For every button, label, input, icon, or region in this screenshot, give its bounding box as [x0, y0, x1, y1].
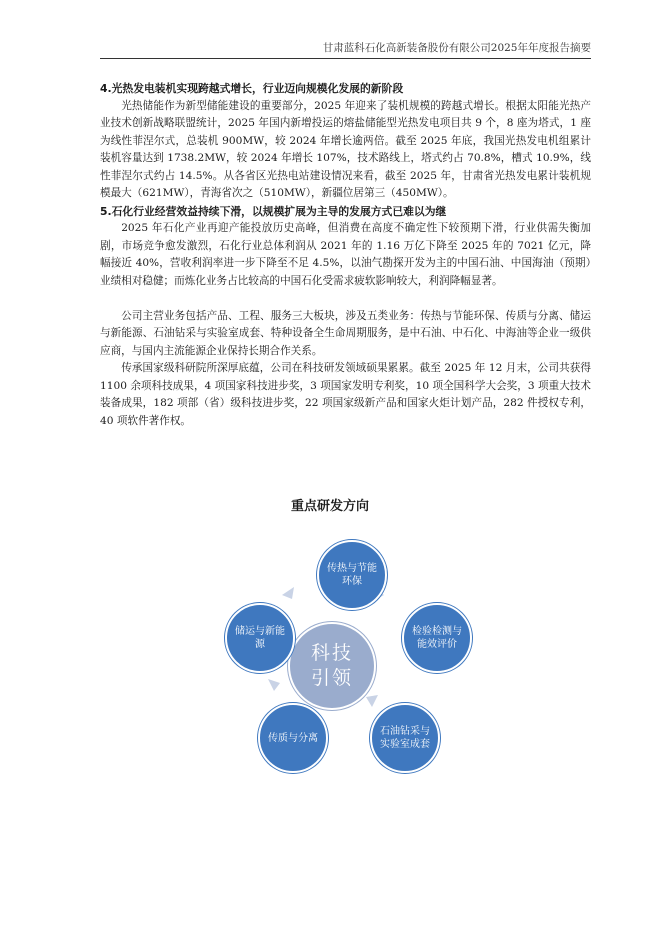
node-label: 石油钻采与实验室成套: [380, 726, 430, 750]
diagram-title: 重点研发方向: [290, 499, 369, 514]
section-5-heading: 5.石化行业经营效益持续下滑，以规模扩展为主导的发展方式已难以为继: [100, 204, 447, 218]
arrow-left-bottom: [268, 679, 280, 691]
node-inspection: [402, 603, 472, 673]
node-mass-transfer: [258, 703, 328, 773]
spacer: [100, 290, 591, 308]
node-storage-energy: [225, 603, 295, 673]
section-5-paragraph: 2025 年石化产业再迎产能投放历史高峰，但消费在高度不确定性下较预期下滑，行业供需失衡加剧，市场竞争愈发激烈，石化行业总体利润从 2021 年的 1.16 万亿下降至 2025 年的 7021 亿元，降幅接近 40%，营收利润率进一步下降至不足 4.5%，以油气勘探开发为主的中国石油、中国海油（预期）业绩相对稳健；而炼化业务占比较高的中国石化受需求疲软影响较大，利润降幅显著。: [100, 222, 591, 287]
node-label: 传热与节能环保: [327, 563, 377, 587]
business-paragraph: 公司主营业务包括产品、工程、服务三大板块，涉及五类业务：传热与节能环保、传质与分离、储运与新能源、石油钻采与实验室成套、特种设备全生命周期服务，是中石油、中石化、中海油等企业一级供应商，与国内主流能源企业保持长期合作关系。: [100, 309, 591, 357]
research-directions-diagram: [200, 495, 460, 795]
section-4-heading: 4.光热发电装机实现跨越式增长，行业迈向规模化发展的新阶段: [100, 82, 404, 95]
research-paragraph: 传承国家级科研院所深厚底蕴，公司在科技研发领域硕果累累。截至 2025 年 12 月末，公司共获得 1100 余项科技成果，4 项国家科技进步奖，3 项国家发明专利奖，10 项全国科学大会奖，3 项重大技术装备成果，182 项部（省）级科技进步奖，22 项国家级新产品和国家火炬计划产品，282 件授权专利，40 项软件著作权。: [100, 362, 591, 427]
node-label: 传质与分离: [268, 732, 318, 744]
arrow-right-bottom: [366, 695, 378, 707]
section-4-paragraph: 光热储能作为新型储能建设的重要部分，2025 年迎来了装机规模的跨越式增长。根据太阳能光热产业技术创新战略联盟统计，2025 年国内新增投运的熔盐储能型光热发电项目共 9 个，8 座为塔式，1 座为线性菲涅尔式，总装机 900MW，较 2024 年增长逾两倍。截至 2025 年底，我国光热发电机组累计装机容量达到 1738.2MW，较 2024 年增长 107%，技术路线上，塔式约占 70.8%，槽式 10.9%，线性菲涅尔式约占 14.5%。从各省区光热电站建设情况来看，截至 2025 年，甘肃省光热发电累计装机规模最大（621MW），青海省次之（510MW），新疆位居第三（450MW）。: [100, 99, 591, 199]
node-drilling-lab: [370, 703, 440, 773]
node-label: 检验检测与能效评价: [412, 626, 462, 650]
center-node: 科技 引领: [288, 622, 376, 710]
page-header: 甘肃蓝科石化高新装备股份有限公司2025年年度报告摘要: [100, 40, 591, 59]
node-heat-transfer: [317, 540, 387, 610]
arrow-left-top: [282, 587, 294, 599]
node-label: 储运与新能源: [235, 626, 285, 650]
document-body: [100, 80, 591, 430]
